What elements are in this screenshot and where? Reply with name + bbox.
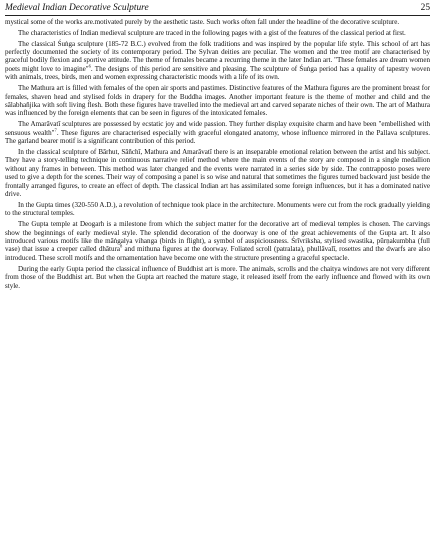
page-header — [5, 3, 430, 16]
paragraph-text: The Amarāvatī sculptures are possessed by ecstatic joy and wide passion. They further display exquisite charm and have been "embellished with sensuous wealth" — [5, 120, 430, 137]
footnote-reference: 8 — [119, 244, 123, 250]
page-number: 25 — [420, 3, 430, 13]
paragraph-text: and mithuna figures at the doorway. Foliated scroll (patralata), phullāvalī, rosettes and the dwarfs are also introduced. These scroll motifs and the ornamentation have become one with the structure presenting a graceful spectacle. — [5, 245, 430, 262]
paragraph-text: In the classical sculpture of Bārhut, Sāñchī, Mathura and Amarāvatī there is an inseparable emotional relation between the artist and his subject. They have a story-telling technique in continuous narrative relief method where the main events of the story are composed in a single medallion without any frames in between. This method was later changed and the events were narrated in a series side by side. The contrapposto poses were used to give a depth for the scenes. Their way of composing a panel is so wise and natural that sometimes the figures turned backward just beside the frontally arranged figures, to create an effect of depth. The classical Indian art has assimilated some foreign influences, but it has a dominated native drive. — [5, 147, 430, 199]
footnote-reference: 7 — [54, 127, 57, 133]
running-title: Medieval Indian Decorative Sculpture — [5, 3, 149, 13]
paragraph-text: In the Gupta times (320-550 A.D.), a revolution of technique took place in the architecture. Monuments were cut from the rock gradually yielding to the structural temples. — [5, 200, 430, 218]
paragraph — [5, 220, 430, 262]
paragraph-text: . These figures are characterised especially with graceful elongated anatomy, whose influence mirrored in the Pallava sculptures. The garland bearer motif is a significant contribution of this period. — [5, 128, 430, 146]
paragraph — [5, 84, 430, 118]
paragraph-text: The Gupta temple at Deogarh is a milestone from which the subject matter for the decorative art of medieval temples is chosen. The carvings show the beginnings of early medieval style. The splendid decoration of the doorway is one of the great achievements of the Gupta art. It also introduced various motifs like the māṅgalya vihanga (birds in flight), a symbol of auspiciousness. Śrīvriksha, stylised swastika, pūrṇakumbha (full vase) that issue a creeper called dhātura — [5, 220, 430, 254]
paragraph-text: mystical some of the works are.motivated purely by the aesthetic taste. Such works often fall under the headline of the decorative sculpture. — [5, 18, 400, 26]
body-text — [5, 18, 430, 290]
paragraph-text: The characteristics of Indian medieval sculpture are traced in the following pages with a gist of the features of the classical period at first. — [18, 28, 406, 37]
paragraph — [5, 40, 430, 82]
paragraph-text: . The designs of this period are sensitive and pleasing. The sculpture of Śuṅga period has a quality of tapestry woven with animals, trees, birds, men and women expressing characteristic moods with a life of its own. — [5, 64, 430, 82]
footnote-reference: 6 — [88, 63, 91, 69]
paragraph-text: The Mathura art is filled with females of the open air sports and pastimes. Distinctive features of the Mathura figures are the prominent breast for females, shaven head and stylised folds in drapery for the Buddha images. Another important feature is the theme of mother and child and the sālabhañjika with soft living flesh. Both these figures have travelled into the medieval art and carved separate niches of their own. The art of Mathura was influenced by the foreign elements that can be seen in figures of the intoxicated females. — [5, 84, 430, 118]
paragraph-text: The classical Śuṅga sculpture (185-72 B.C.) evolved from the folk traditions and was inspired by the popular life style. This school of art has perfectly documented the society of its contemporary period. The Sylvan deities are peculiar. The women and the tree motif are characterised by graceful bodily flexion and sportive attitude. The theme of females became a recurring theme in the later Indian art. "These females are dream women poets might love to imagine" — [5, 39, 430, 73]
paragraph — [5, 120, 430, 145]
paragraph — [5, 265, 430, 290]
paragraph-text: During the early Gupta period the classical influence of Buddhist art is more. The animals, scrolls and the chaitya windows are not very different from those of the Buddhist art. But when the Gupta art reached the mature stage, it released itself from the early influence and flowed with its own style. — [5, 264, 430, 290]
paragraph — [5, 148, 430, 199]
paragraph — [5, 29, 430, 37]
paragraph — [5, 18, 430, 26]
paragraph — [5, 201, 430, 218]
